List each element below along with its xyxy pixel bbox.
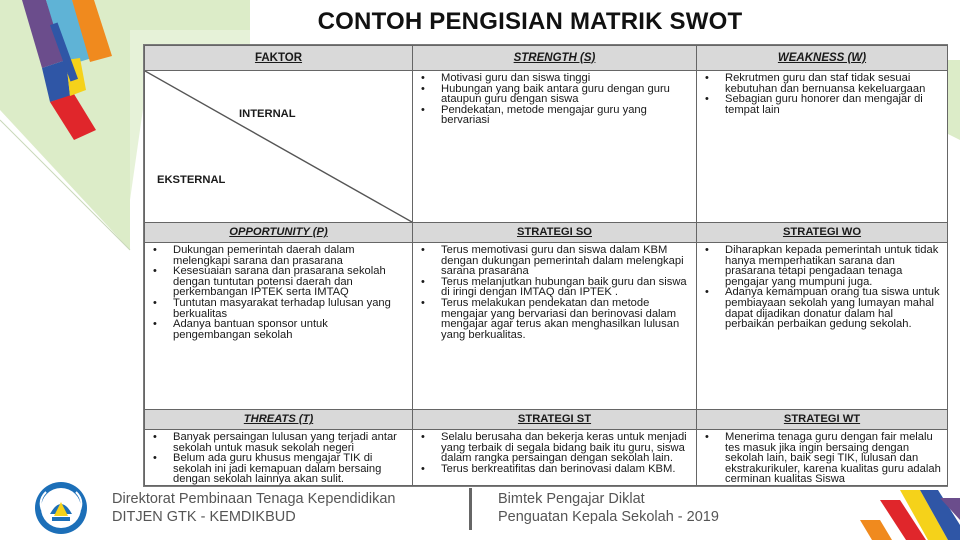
strategi-so-header: STRATEGI SO	[413, 223, 697, 243]
weaknesses-list	[701, 73, 943, 115]
list-item: • Banyak persaingan lulusan yang terjadi antar sekolah untuk masuk sekolah negeri	[173, 432, 408, 453]
opportunity-header: OPPORTUNITY (P)	[145, 223, 413, 243]
list-item: • Pendekatan, metode mengajar guru yang bervariasi	[441, 105, 692, 126]
threats-list	[149, 432, 408, 485]
slide-title: CONTOH PENGISIAN MATRIK SWOT	[317, 8, 743, 35]
threats-cell	[145, 430, 413, 486]
list-item: • Adanya bantuan sponsor untuk pengembangan sekolah	[173, 319, 408, 340]
list-item: • Terus berkreatifitas dan berinovasi dalam KBM.	[441, 464, 692, 475]
strategi-wt-cell	[697, 430, 948, 486]
footer-ministry: DITJEN GTK - KEMDIKBUD	[112, 509, 296, 525]
strategi-st-header: STRATEGI ST	[413, 410, 697, 430]
strategi-wo-cell	[697, 243, 948, 410]
strategi-wo-header: STRATEGI WO	[697, 223, 948, 243]
weaknesses-cell	[697, 71, 948, 223]
list-item: • Diharapkan kepada pemerintah untuk tidak hanya memperhatikan sarana dan prasarana tetapi pengadaan tenaga pengajar yang mumpuni juga.	[725, 245, 943, 287]
strategi-wo-list	[701, 245, 943, 330]
list-item: • Sebagian guru honorer dan mengajar di tempat lain	[725, 94, 943, 115]
list-item: • Motivasi guru dan siswa tinggi	[441, 73, 692, 84]
strategi-so-cell	[413, 243, 697, 410]
header-weakness: WEAKNESS (W)	[697, 46, 948, 71]
list-item: • Hubungan yang baik antara guru dengan guru ataupun guru dengan siswa	[441, 84, 692, 105]
opportunity-header-row	[145, 223, 948, 243]
list-item: • Terus melanjutkan hubungan baik guru dan siswa di iringi dengan IMTAQ dan IPTEK .	[441, 277, 692, 298]
threats-row	[145, 430, 948, 486]
strengths-list	[417, 73, 692, 126]
footer-right	[498, 490, 719, 526]
header-strength: STRENGTH (S)	[413, 46, 697, 71]
corner-internal-label: INTERNAL	[239, 108, 296, 120]
swot-matrix	[143, 44, 948, 487]
corner-cell	[145, 71, 413, 223]
footer-divider	[469, 488, 472, 530]
footer-program: Bimtek Pengajar Diklat	[498, 491, 645, 507]
swot-table	[144, 45, 948, 486]
opportunity-row	[145, 243, 948, 410]
list-item: • Selalu berusaha dan bekerja keras untuk menjadi yang terbaik di segala bidang baik itu guru, siswa dalam rangka persaingan dengan sekolah lain.	[441, 432, 692, 464]
footer-directorate: Direktorat Pembinaan Tenaga Kependidikan	[112, 491, 396, 507]
strategi-st-list	[417, 432, 692, 474]
corner-diagonal-line	[145, 71, 412, 222]
list-item: • Terus memotivasi guru dan siswa dalam KBM dengan dukungan pemerintah dalam melengkapi sarana prasarana	[441, 245, 692, 277]
list-item: • Menerima tenaga guru dengan fair melalu tes masuk jika ingin bersaing dengan sekolah lain, baik segi TIK, lulusan dan ekstrakurikuler, karena kualitas guru adalah cerminan kualitas Siswa	[725, 432, 943, 485]
strategi-wt-list	[701, 432, 943, 485]
strengths-cell	[413, 71, 697, 223]
list-item: • Kesesuaian sarana dan prasarana sekolah dengan tuntutan potensi daerah dan perkembangan IPTEK serta IMTAQ	[173, 266, 408, 298]
threats-header: THREATS (T)	[145, 410, 413, 430]
list-item: • Belum ada guru khusus mengajar TIK di sekolah ini jadi kemapuan dalam bersaing dengan sekolah lainnya akan sulit.	[173, 453, 408, 485]
footer-program-subtitle: Penguatan Kepala Sekolah - 2019	[498, 509, 719, 525]
strength-weakness-row	[145, 71, 948, 223]
list-item: • Adanya kemampuan orang tua siswa untuk pembiayaan sekolah yang lumayan mahal dapat dijadikan donatur dalam hal perbaikan perbaikan gedung sekolah.	[725, 287, 943, 329]
list-item: • Rekrutmen guru dan staf tidak sesuai kebutuhan dan bernuansa kekeluargaan	[725, 73, 943, 94]
corner-eksternal-label: EKSTERNAL	[157, 174, 226, 186]
list-item: • Dukungan pemerintah daerah dalam melengkapi sarana dan prasarana	[173, 245, 408, 266]
header-row	[145, 46, 948, 71]
header-faktor: FAKTOR	[145, 46, 413, 71]
opportunities-list	[149, 245, 408, 340]
threats-header-row	[145, 410, 948, 430]
list-item: • Terus melakukan pendekatan dan metode mengajar yang bervariasi dan berinovasi dalam mengajar agar terus akan menghasilkan lulusan yang berkualitas.	[441, 298, 692, 340]
opportunities-cell	[145, 243, 413, 410]
footer-left	[112, 490, 395, 526]
list-item: • Tuntutan masyarakat terhadap lulusan yang berkualitas	[173, 298, 408, 319]
strategi-st-cell	[413, 430, 697, 486]
strategi-so-list	[417, 245, 692, 340]
strategi-wt-header: STRATEGI WT	[697, 410, 948, 430]
tut-wuri-handayani-logo-icon	[28, 480, 94, 536]
